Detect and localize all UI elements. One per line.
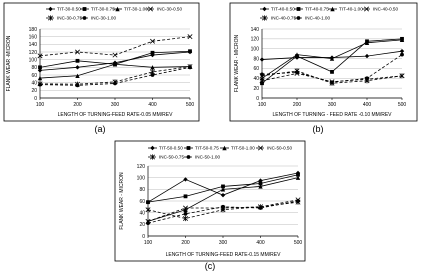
x-tick-label: 400	[148, 102, 157, 108]
x-axis-title: LENGTH OF TURNING-FEED RATE-0.15 MM/REV	[165, 252, 281, 258]
y-tick-label: 120	[250, 36, 259, 43]
data-point	[188, 49, 192, 53]
y-tick-label: 20	[253, 85, 259, 92]
x-tick-label: 100	[143, 240, 153, 246]
legend-marker	[187, 146, 191, 150]
data-point	[151, 73, 155, 77]
y-tick-label: 40	[139, 210, 145, 217]
legend-label: TIT-40-1.00	[339, 6, 363, 12]
y-tick-label: 180	[28, 26, 37, 33]
y-tick-label: 60	[139, 198, 145, 205]
data-point	[76, 59, 80, 63]
x-tick-label: 400	[362, 102, 372, 108]
data-point	[296, 199, 300, 203]
y-tick-label: 100	[250, 46, 259, 53]
y-axis-title: FLANK WEAR - MICRON	[234, 34, 240, 93]
data-point	[184, 194, 188, 198]
data-point	[188, 65, 192, 69]
panel-label: (b)	[312, 124, 324, 134]
x-axis-title: LENGTH OF TURNING - FEED RATE -0.10 MM/REV	[272, 112, 392, 118]
x-tick-label: 200	[73, 102, 82, 108]
legend-label: TIT-40-0.50	[271, 6, 295, 12]
chart-panel	[4, 3, 199, 121]
x-tick-label: 100	[257, 102, 267, 108]
data-point	[330, 80, 334, 84]
y-tick-label: 100	[28, 57, 37, 64]
y-tick-label: 60	[253, 66, 259, 73]
data-point	[38, 65, 42, 69]
chart-panel	[230, 3, 417, 121]
legend-label: INC-50-0.50	[267, 145, 293, 151]
y-tick-label: 20	[139, 222, 145, 229]
data-point	[184, 212, 188, 216]
legend-label: INC-50-0.75	[159, 154, 185, 160]
y-tick-label: 40	[253, 76, 259, 83]
x-tick-label: 100	[35, 102, 45, 108]
legend-marker	[297, 7, 301, 11]
legend-label: INC-30-1.00	[91, 15, 117, 21]
data-point	[38, 83, 42, 87]
y-tick-label: 80	[139, 187, 145, 194]
y-tick-label: 160	[28, 34, 37, 41]
legend-label: INC-40-1.00	[305, 15, 331, 21]
y-tick-label: 120	[136, 163, 145, 170]
legend-marker	[83, 16, 87, 20]
y-tick-label: 20	[31, 88, 37, 95]
y-tick-label: 80	[31, 65, 37, 72]
legend-label: TIT-40-0.75	[305, 6, 329, 12]
x-tick-label: 200	[292, 102, 302, 108]
legend-label: TIT-30-1.00	[124, 6, 148, 12]
data-point	[151, 51, 155, 55]
data-point	[113, 82, 117, 86]
legend-marker	[187, 155, 191, 159]
data-point	[330, 70, 334, 74]
legend-marker	[297, 16, 301, 20]
legend-marker	[83, 7, 87, 11]
y-tick-label: 120	[28, 49, 37, 56]
data-point	[295, 70, 299, 74]
y-tick-label: 100	[136, 175, 145, 182]
data-point	[400, 53, 404, 57]
panel-label: (c)	[204, 261, 216, 271]
x-tick-label: 400	[256, 240, 265, 246]
legend-label: INC-40-0.75	[271, 15, 297, 21]
data-point	[146, 221, 150, 225]
legend-label: TIT-50-0.50	[159, 145, 183, 151]
panel-label: (a)	[94, 124, 106, 134]
legend-label: TIT-30-0.50	[57, 6, 81, 12]
x-tick-label: 200	[181, 240, 190, 246]
legend-label: TIT-50-0.75	[195, 145, 219, 151]
legend-label: INC-30-0.75	[57, 15, 83, 21]
legend-label: INC-30-0.50	[157, 6, 183, 12]
x-tick-label: 300	[327, 102, 337, 108]
y-tick-label: 40	[31, 80, 37, 87]
x-tick-label: 500	[185, 102, 195, 108]
data-point	[259, 206, 263, 210]
y-axis-title: FLANK WEAR -MICRON	[6, 35, 12, 92]
x-tick-label: 500	[397, 102, 407, 108]
x-tick-label: 300	[110, 102, 120, 108]
y-tick-label: 140	[250, 26, 259, 33]
x-axis-title: LENGTH OF TURNING-FEED RATE-0.05 MM/REV	[57, 112, 173, 118]
y-tick-label: 80	[253, 56, 259, 63]
y-tick-label: 140	[28, 42, 37, 49]
legend-label: INC-50-1.00	[195, 154, 221, 160]
legend-label: TIT-30-0.75	[91, 6, 115, 12]
y-tick-label: 0	[142, 233, 145, 240]
x-tick-label: 300	[218, 240, 228, 246]
y-tick-label: 0	[256, 95, 259, 102]
x-tick-label: 500	[293, 240, 303, 246]
chart-panel	[115, 141, 305, 261]
data-point	[76, 83, 80, 87]
data-point	[260, 72, 264, 76]
legend-label: TIT-50-1.00	[231, 145, 255, 151]
y-tick-label: 60	[31, 72, 37, 79]
data-point	[146, 200, 150, 204]
legend-label: INC-40-0.50	[373, 6, 399, 12]
y-axis-title: FLANK WEAR - MICRON	[119, 172, 125, 230]
data-point	[221, 205, 225, 209]
y-tick-label: 0	[34, 95, 37, 102]
data-point	[365, 76, 369, 80]
